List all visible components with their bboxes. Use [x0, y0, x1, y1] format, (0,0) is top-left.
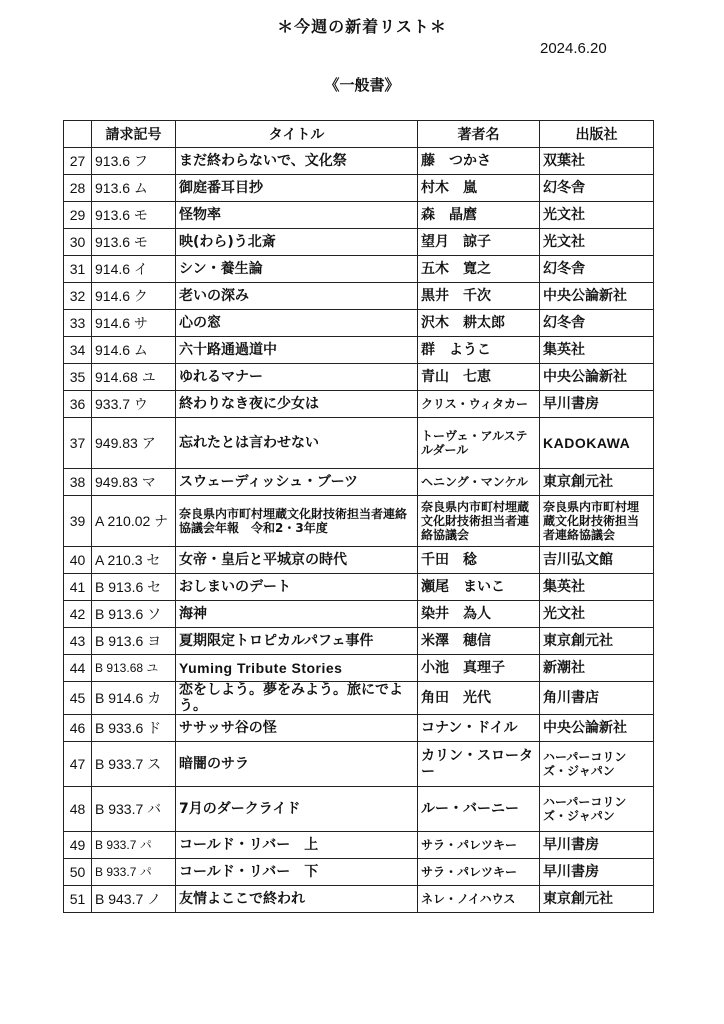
author-name: 奈良県内市町村埋蔵文化財技術担当者連絡協議会	[418, 496, 540, 547]
table-row	[64, 715, 654, 742]
table-row	[64, 283, 654, 310]
table-row	[64, 364, 654, 391]
row-number: 48	[64, 787, 92, 832]
call-number: B 943.7 ノ	[92, 886, 176, 913]
author-name: 藤 つかさ	[418, 148, 540, 175]
row-number: 29	[64, 202, 92, 229]
author-name: ルー・バーニー	[418, 787, 540, 832]
book-title: 怪物率	[176, 202, 418, 229]
author-name: コナン・ドイル	[418, 715, 540, 742]
row-number: 46	[64, 715, 92, 742]
call-number: B 933.6 ド	[92, 715, 176, 742]
call-number: 913.6 モ	[92, 202, 176, 229]
table-row	[64, 547, 654, 574]
call-number: 914.6 サ	[92, 310, 176, 337]
author-name: 瀬尾 まいこ	[418, 574, 540, 601]
call-number: B 913.6 セ	[92, 574, 176, 601]
column-header-publisher: 出版社	[540, 121, 654, 148]
row-number: 33	[64, 310, 92, 337]
book-title: 女帝・皇后と平城京の時代	[176, 547, 418, 574]
book-title: 心の窓	[176, 310, 418, 337]
table-row	[64, 175, 654, 202]
table-row	[64, 601, 654, 628]
author-name: クリス・ウィタカー	[418, 391, 540, 418]
author-name: 森 晶麿	[418, 202, 540, 229]
category-heading: 《一般書》	[324, 76, 400, 94]
table-row	[64, 418, 654, 469]
row-number: 39	[64, 496, 92, 547]
call-number: B 913.68 ユ	[92, 655, 176, 682]
author-name: サラ・パレツキー	[418, 859, 540, 886]
call-number: B 913.6 ソ	[92, 601, 176, 628]
row-number: 49	[64, 832, 92, 859]
call-number: B 933.7 パ	[92, 832, 176, 859]
book-title: まだ終わらないで、文化祭	[176, 148, 418, 175]
author-name: 沢木 耕太郎	[418, 310, 540, 337]
call-number: B 933.7 バ	[92, 787, 176, 832]
call-number: A 210.02 ナ	[92, 496, 176, 547]
table-row	[64, 742, 654, 787]
row-number: 50	[64, 859, 92, 886]
book-title: 海神	[176, 601, 418, 628]
author-name: 青山 七恵	[418, 364, 540, 391]
table-body	[64, 148, 654, 913]
book-title: ササッサ谷の怪	[176, 715, 418, 742]
call-number: 913.6 ム	[92, 175, 176, 202]
author-name: ヘニング・マンケル	[418, 469, 540, 496]
table-row	[64, 682, 654, 715]
row-number: 28	[64, 175, 92, 202]
publisher-name: ハーパーコリンズ・ジャパン	[540, 787, 654, 832]
call-number: 914.68 ユ	[92, 364, 176, 391]
row-number: 45	[64, 682, 92, 715]
publisher-name: 中央公論新社	[540, 364, 654, 391]
publisher-name: 集英社	[540, 337, 654, 364]
publisher-name: 東京創元社	[540, 886, 654, 913]
table-row	[64, 655, 654, 682]
book-title: スウェーディッシュ・ブーツ	[176, 469, 418, 496]
column-header-title: タイトル	[176, 121, 418, 148]
book-title: コールド・リバー 上	[176, 832, 418, 859]
publisher-name: 東京創元社	[540, 469, 654, 496]
table-row	[64, 859, 654, 886]
author-name: 角田 光代	[418, 682, 540, 715]
book-title: シン・養生論	[176, 256, 418, 283]
row-number: 51	[64, 886, 92, 913]
row-number: 44	[64, 655, 92, 682]
table-row	[64, 886, 654, 913]
page-title: ＊今週の新着リスト＊	[277, 17, 447, 36]
author-name: 黒井 千次	[418, 283, 540, 310]
publisher-name: 東京創元社	[540, 628, 654, 655]
row-number: 40	[64, 547, 92, 574]
author-name: 米澤 穂信	[418, 628, 540, 655]
author-name: 群 ようこ	[418, 337, 540, 364]
publisher-name: 吉川弘文館	[540, 547, 654, 574]
publisher-name: ハーパーコリンズ・ジャパン	[540, 742, 654, 787]
call-number: 914.6 ク	[92, 283, 176, 310]
column-header-call-number: 請求記号	[92, 121, 176, 148]
author-name: 望月 諒子	[418, 229, 540, 256]
call-number: B 933.7 ス	[92, 742, 176, 787]
table-row	[64, 229, 654, 256]
publisher-name: 集英社	[540, 574, 654, 601]
book-title: 映(わら)う北斎	[176, 229, 418, 256]
publisher-name: 奈良県内市町村埋蔵文化財技術担当者連絡協議会	[540, 496, 654, 547]
call-number: 913.6 モ	[92, 229, 176, 256]
publisher-name: KADOKAWA	[540, 418, 654, 469]
row-number: 41	[64, 574, 92, 601]
book-title: 老いの深み	[176, 283, 418, 310]
call-number: B 913.6 ヨ	[92, 628, 176, 655]
row-number: 43	[64, 628, 92, 655]
call-number: B 933.7 パ	[92, 859, 176, 886]
table-row	[64, 496, 654, 547]
publisher-name: 中央公論新社	[540, 283, 654, 310]
publisher-name: 光文社	[540, 601, 654, 628]
table-row	[64, 310, 654, 337]
publisher-name: 幻冬舎	[540, 310, 654, 337]
table-row	[64, 256, 654, 283]
publisher-name: 中央公論新社	[540, 715, 654, 742]
row-number: 42	[64, 601, 92, 628]
author-name: カリン・スローター	[418, 742, 540, 787]
publisher-name: 早川書房	[540, 391, 654, 418]
book-title: ゆれるマナー	[176, 364, 418, 391]
publisher-name: 双葉社	[540, 148, 654, 175]
author-name: ネレ・ノイハウス	[418, 886, 540, 913]
column-header-number	[64, 121, 92, 148]
book-title: おしまいのデート	[176, 574, 418, 601]
publisher-name: 光文社	[540, 229, 654, 256]
row-number: 34	[64, 337, 92, 364]
row-number: 47	[64, 742, 92, 787]
row-number: 36	[64, 391, 92, 418]
table-row	[64, 628, 654, 655]
author-name: トーヴェ・アルステルダール	[418, 418, 540, 469]
book-title: 忘れたとは言わせない	[176, 418, 418, 469]
table-row	[64, 337, 654, 364]
table-row	[64, 787, 654, 832]
publisher-name: 新潮社	[540, 655, 654, 682]
book-title: Yuming Tribute Stories	[176, 655, 418, 682]
table-row	[64, 574, 654, 601]
new-arrivals-table	[63, 120, 654, 913]
publisher-name: 早川書房	[540, 859, 654, 886]
book-title: コールド・リバー 下	[176, 859, 418, 886]
book-title: 奈良県内市町村埋蔵文化財技術担当者連絡協議会年報 令和2・3年度	[176, 496, 418, 547]
row-number: 27	[64, 148, 92, 175]
book-title: 終わりなき夜に少女は	[176, 391, 418, 418]
publisher-name: 光文社	[540, 202, 654, 229]
table-header-row	[64, 121, 654, 148]
publisher-name: 幻冬舎	[540, 256, 654, 283]
author-name: 千田 稔	[418, 547, 540, 574]
book-title: 六十路通過道中	[176, 337, 418, 364]
row-number: 30	[64, 229, 92, 256]
book-title: 御庭番耳目抄	[176, 175, 418, 202]
author-name: 小池 真理子	[418, 655, 540, 682]
call-number: A 210.3 セ	[92, 547, 176, 574]
row-number: 38	[64, 469, 92, 496]
row-number: 32	[64, 283, 92, 310]
publisher-name: 幻冬舎	[540, 175, 654, 202]
book-title: 友情よここで終われ	[176, 886, 418, 913]
publisher-name: 早川書房	[540, 832, 654, 859]
table-row	[64, 391, 654, 418]
call-number: 914.6 イ	[92, 256, 176, 283]
book-title: 夏期限定トロピカルパフェ事件	[176, 628, 418, 655]
table-row	[64, 148, 654, 175]
author-name: サラ・パレツキー	[418, 832, 540, 859]
call-number: 933.7 ウ	[92, 391, 176, 418]
list-date: 2024.6.20	[540, 40, 607, 57]
column-header-author: 著者名	[418, 121, 540, 148]
publisher-name: 角川書店	[540, 682, 654, 715]
table-row	[64, 832, 654, 859]
author-name: 染井 為人	[418, 601, 540, 628]
table-row	[64, 202, 654, 229]
row-number: 31	[64, 256, 92, 283]
call-number: B 914.6 カ	[92, 682, 176, 715]
book-title: 7月のダークライド	[176, 787, 418, 832]
row-number: 35	[64, 364, 92, 391]
table-row	[64, 469, 654, 496]
author-name: 村木 嵐	[418, 175, 540, 202]
call-number: 914.6 ム	[92, 337, 176, 364]
call-number: 949.83 マ	[92, 469, 176, 496]
call-number: 913.6 フ	[92, 148, 176, 175]
book-title: 恋をしよう。夢をみよう。旅にでよう。	[176, 682, 418, 715]
row-number: 37	[64, 418, 92, 469]
author-name: 五木 寛之	[418, 256, 540, 283]
book-title: 暗闇のサラ	[176, 742, 418, 787]
call-number: 949.83 ア	[92, 418, 176, 469]
